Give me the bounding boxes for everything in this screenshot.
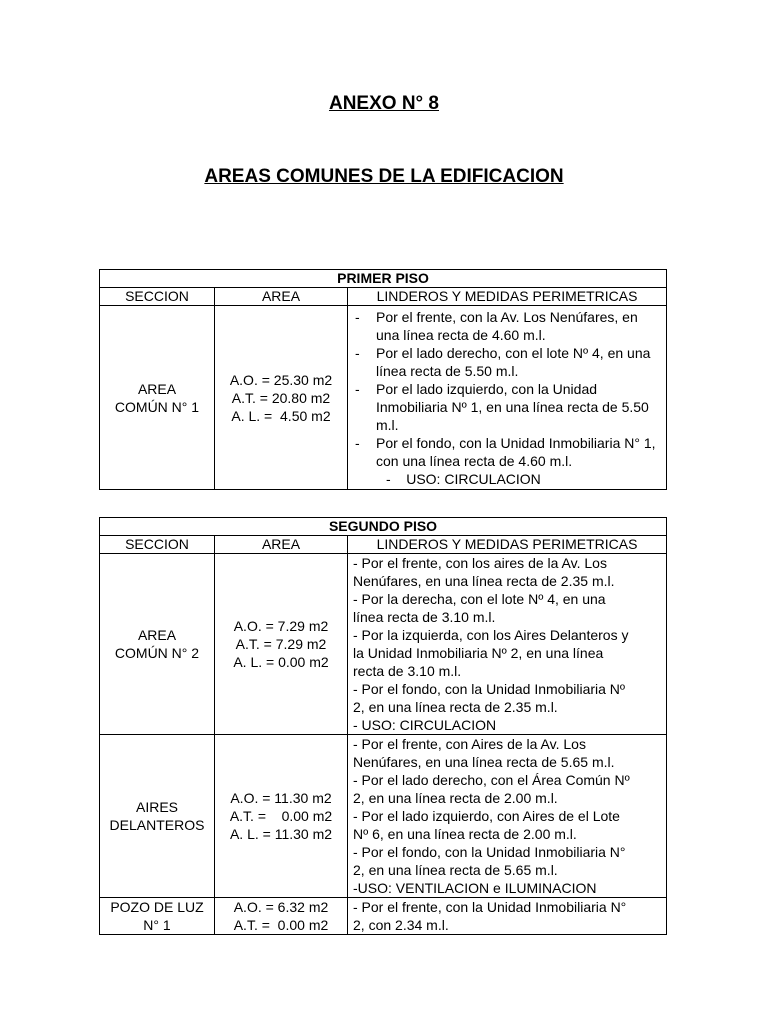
section-cell	[100, 898, 215, 935]
column-header-linderos: LINDEROS Y MEDIDAS PERIMETRICAS	[348, 536, 667, 554]
lindero-line: -USO: VENTILACION e ILUMINACION	[353, 880, 597, 896]
section-label: DELANTEROS	[109, 817, 205, 833]
linderos-cell	[348, 554, 667, 735]
area-value: A.O. = 6.32 m2	[233, 899, 329, 915]
lindero-line: - Por la derecha, con el lote Nº 4, en una	[353, 591, 606, 607]
column-header-seccion: SECCION	[100, 536, 215, 554]
lindero-line: - Por el lado izquierdo, con Aires de el Lote	[353, 808, 620, 824]
section-label: POZO DE LUZ	[110, 899, 204, 915]
column-header-area: AREA	[215, 288, 348, 306]
section-cell	[100, 306, 215, 490]
annex-title: ANEXO N° 8	[328, 93, 439, 114]
table-row	[100, 306, 667, 490]
area-value: A.T. = 0.00 m2	[233, 917, 329, 933]
lindero-line: - USO: CIRCULACION	[353, 717, 497, 733]
lindero-line: recta de 3.10 m.l.	[353, 663, 462, 679]
lindero-line: la Unidad Inmobiliaria Nº 2, en una línea	[353, 645, 604, 661]
lindero-line: Nenúfares, en una línea recta de 2.35 m.l.	[353, 573, 615, 589]
area-value: A. L. = 11.30 m2	[229, 826, 333, 842]
lindero-line: línea recta de 3.10 m.l.	[353, 609, 496, 625]
linderos-cell	[348, 306, 667, 490]
table-title: SEGUNDO PISO	[100, 518, 667, 536]
lindero-line: - Por el fondo, con la Unidad Inmobiliaria N°	[353, 844, 626, 860]
area-value: A. L. = 0.00 m2	[233, 654, 329, 670]
linderos-cell	[348, 898, 667, 935]
area-value: A.O. = 7.29 m2	[233, 618, 329, 634]
area-value: A.O. = 11.30 m2	[230, 790, 332, 806]
lindero-line: Nº 6, en una línea recta de 2.00 m.l.	[353, 826, 577, 842]
section-label: N° 1	[143, 917, 171, 933]
lindero-line: 2, en una línea recta de 5.65 m.l.	[353, 862, 558, 878]
area-value: A.T. = 20.80 m2	[231, 389, 331, 406]
table-title: PRIMER PISO	[100, 270, 667, 288]
section-label: COMÚN N° 1	[114, 398, 200, 415]
lindero-line: 2, en una línea recta de 2.35 m.l.	[353, 699, 558, 715]
area-value: A.O. = 25.30 m2	[229, 371, 333, 388]
section-cell	[100, 735, 215, 898]
lindero-line: - Por el lado derecho, con el Área Común Nº	[353, 772, 630, 788]
uso-line: - USO: CIRCULACION	[386, 471, 541, 487]
lindero-item: - Por el lado izquierdo, con la Unidad Inmobiliaria Nº 1, en una línea recta de 5.50 m.l.	[353, 380, 662, 434]
segundo-piso-table	[99, 517, 667, 935]
section-label: COMÚN N° 2	[114, 645, 200, 661]
area-cell	[215, 554, 348, 735]
area-cell	[215, 306, 348, 490]
lindero-line: Nenúfares, en una línea recta de 5.65 m.l.	[353, 754, 615, 770]
lindero-line: 2, con 2.34 m.l.	[353, 917, 449, 933]
table-row	[100, 554, 667, 735]
section-label: AREA	[137, 627, 177, 643]
column-header-seccion: SECCION	[100, 288, 215, 306]
lindero-line: - Por el fondo, con la Unidad Inmobiliaria Nº	[353, 681, 626, 697]
document-heading: AREAS COMUNES DE LA EDIFICACION	[204, 166, 564, 187]
area-value: A. L. = 4.50 m2	[231, 407, 331, 424]
lindero-line: - Por la izquierda, con los Aires Delanteros y	[353, 627, 629, 643]
lindero-line: - Por el frente, con Aires de la Av. Los	[353, 736, 586, 752]
area-value: A.T. = 0.00 m2	[229, 808, 333, 824]
area-cell	[215, 735, 348, 898]
primer-piso-table	[99, 269, 667, 490]
lindero-item: - Por el fondo, con la Unidad Inmobiliaria N° 1, con una línea recta de 4.60 m.l.	[353, 434, 662, 470]
lindero-line: - Por el frente, con la Unidad Inmobiliaria N°	[353, 899, 627, 915]
table-row	[100, 898, 667, 935]
area-cell	[215, 898, 348, 935]
lindero-item: - Por el frente, con la Av. Los Nenúfares, en una línea recta de 4.60 m.l.	[353, 308, 662, 344]
column-header-area: AREA	[215, 536, 348, 554]
lindero-line: 2, en una línea recta de 2.00 m.l.	[353, 790, 558, 806]
table-row	[100, 735, 667, 898]
section-cell	[100, 554, 215, 735]
area-value: A.T. = 7.29 m2	[235, 636, 327, 652]
lindero-line: - Por el frente, con los aires de la Av. Los	[353, 555, 607, 571]
column-header-linderos: LINDEROS Y MEDIDAS PERIMETRICAS	[348, 288, 667, 306]
lindero-item: - Por el lado derecho, con el lote Nº 4, en una línea recta de 5.50 m.l.	[353, 344, 662, 380]
section-label: AIRES	[135, 799, 178, 815]
section-label: AREA	[137, 380, 177, 397]
linderos-cell	[348, 735, 667, 898]
